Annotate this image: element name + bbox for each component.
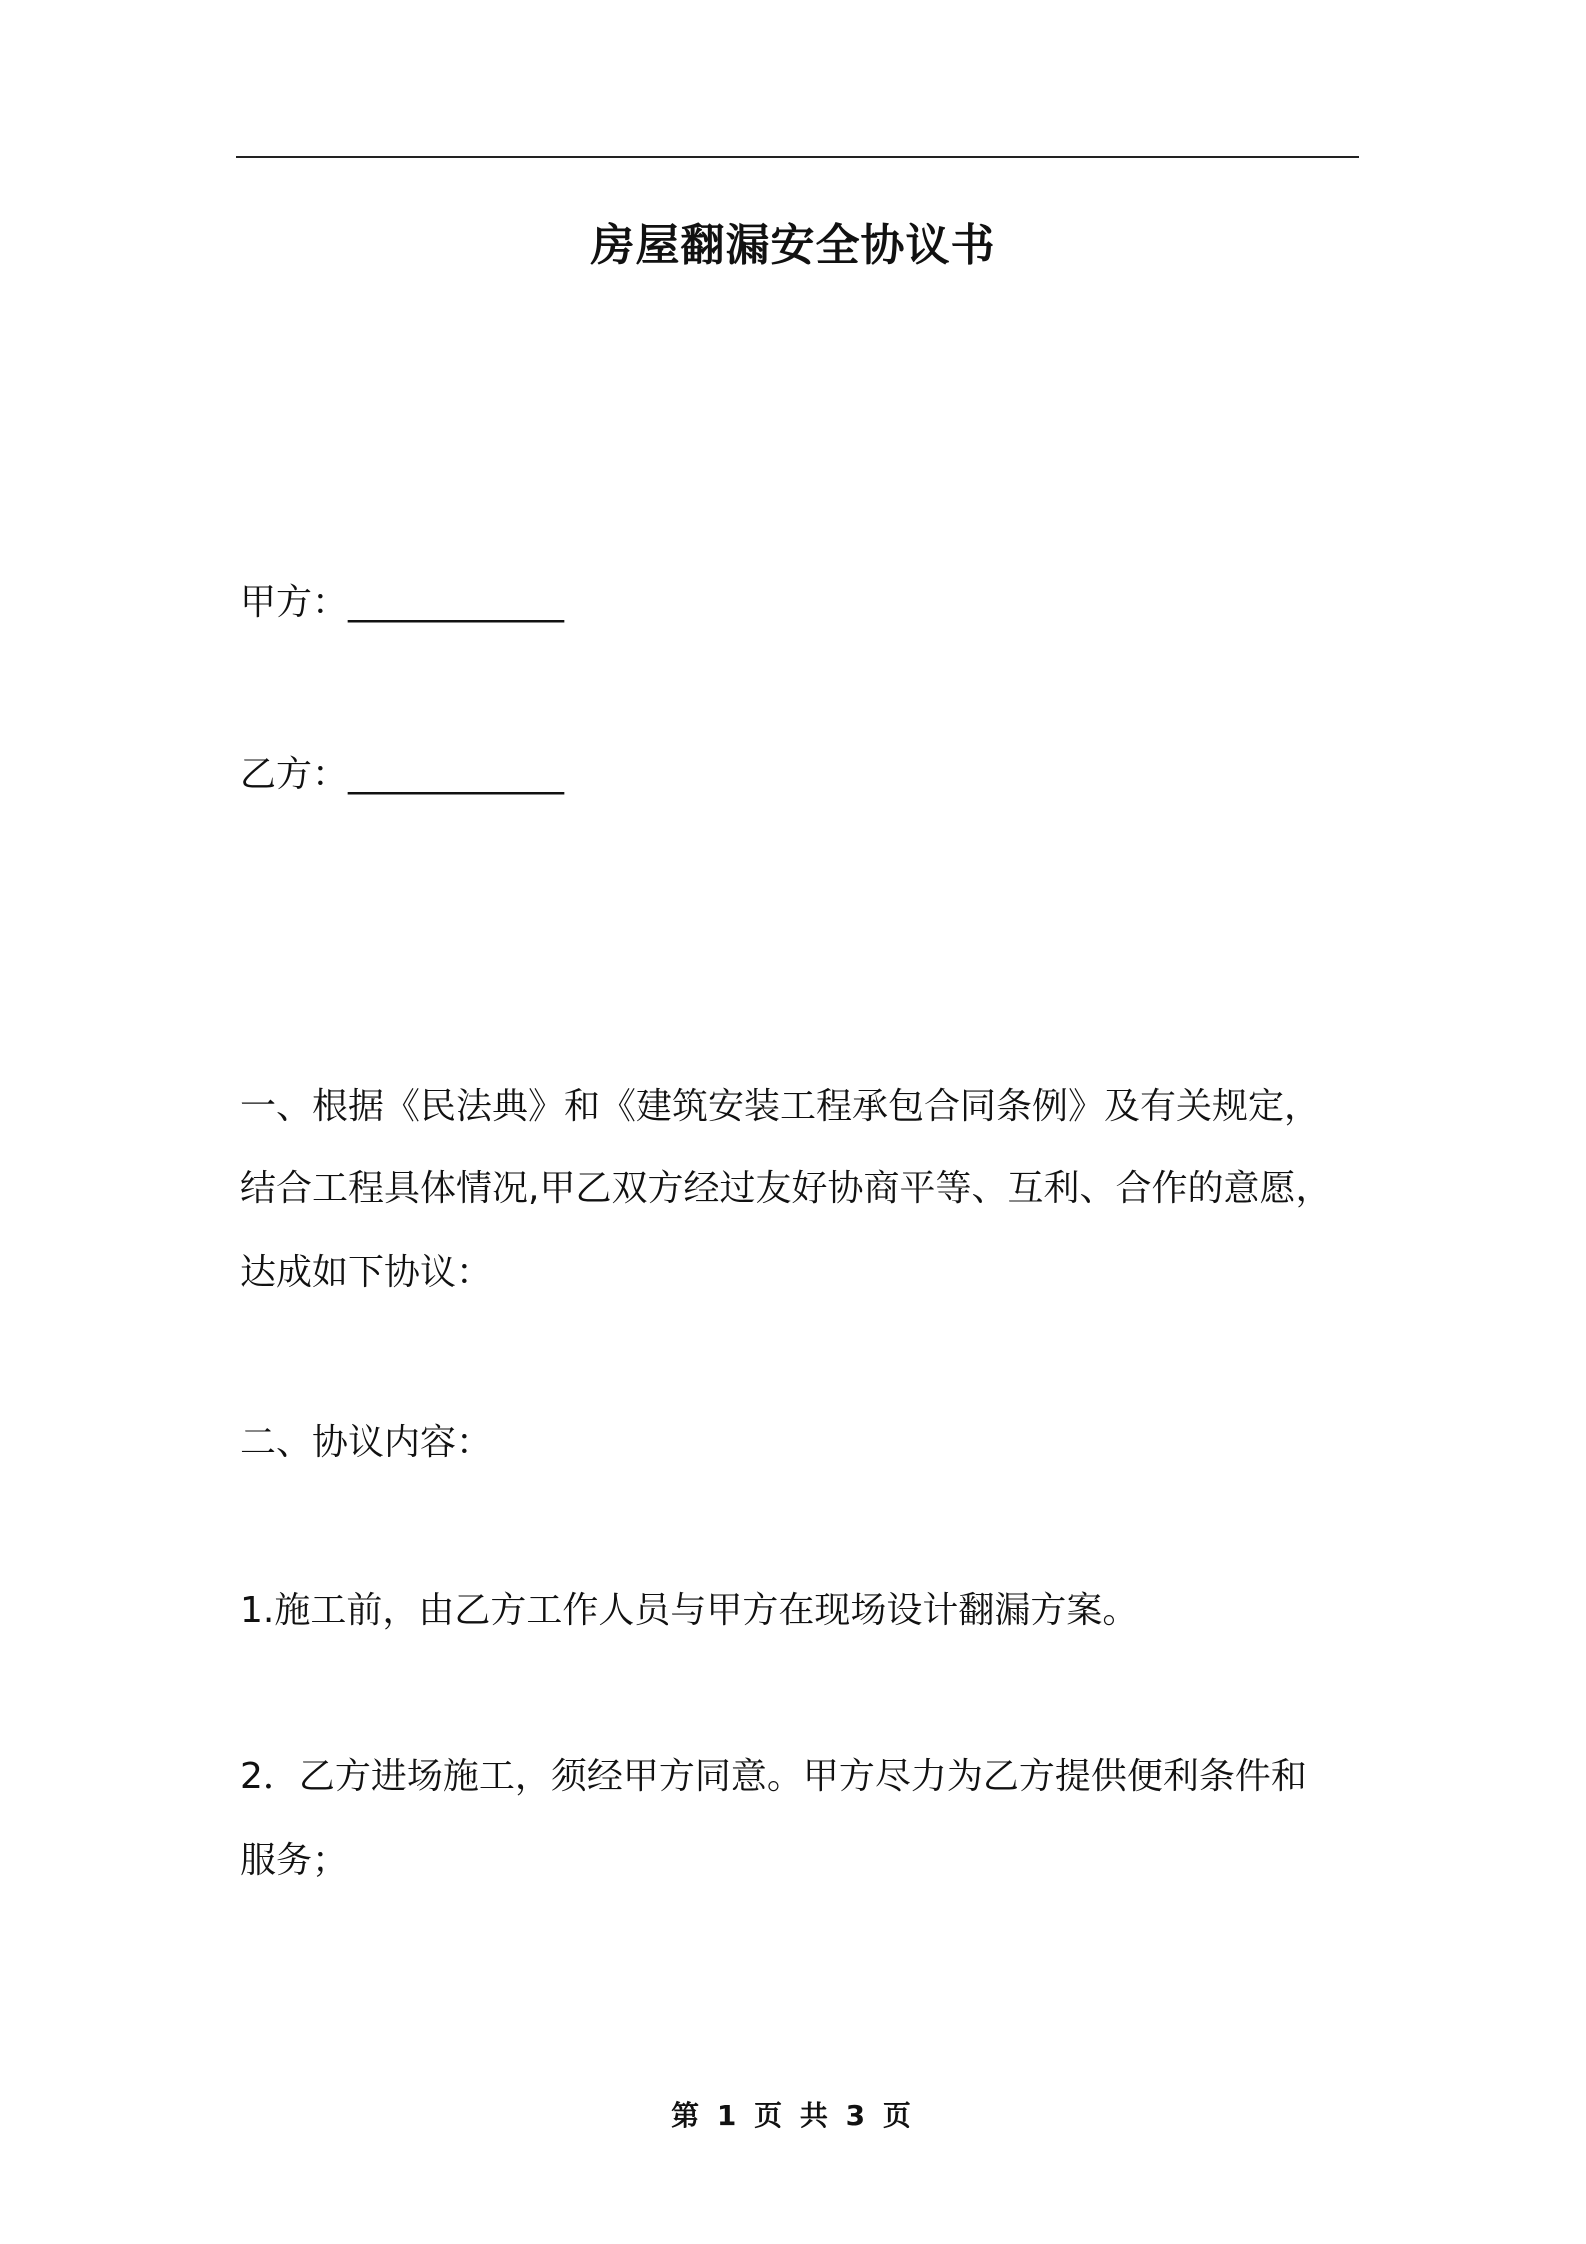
section1-line-1: 一、根据《民法典》和《建筑安装工程承包合同条例》及有关规定， xyxy=(240,1086,1321,1127)
section2-heading: 二、协议内容： xyxy=(240,1422,493,1463)
page-number-footer: 第 1 页 共 3 页 xyxy=(671,2099,915,2132)
party-b-blank: ____________ xyxy=(348,754,565,795)
item-2-line-1: 2．乙方进场施工，须经甲方同意。甲方尽力为乙方提供便利条件和 xyxy=(240,1756,1307,1797)
party-a-label: 甲方： xyxy=(240,582,349,623)
header-rule xyxy=(236,156,1359,158)
item-1-line-1: 1.施工前，由乙方工作人员与甲方在现场设计翻漏方案。 xyxy=(240,1590,1139,1631)
section1-line-3: 达成如下协议： xyxy=(240,1252,493,1293)
document-title: 房屋翻漏安全协议书 xyxy=(590,220,996,271)
party-a-blank: ____________ xyxy=(348,582,565,623)
item-2-line-2: 服务； xyxy=(240,1840,349,1881)
party-b-label: 乙方： xyxy=(240,754,349,795)
section1-line-2: 结合工程具体情况,甲乙双方经过友好协商平等、互利、合作的意愿， xyxy=(240,1168,1332,1209)
party-b-line xyxy=(240,750,564,800)
party-a-line xyxy=(240,578,564,628)
